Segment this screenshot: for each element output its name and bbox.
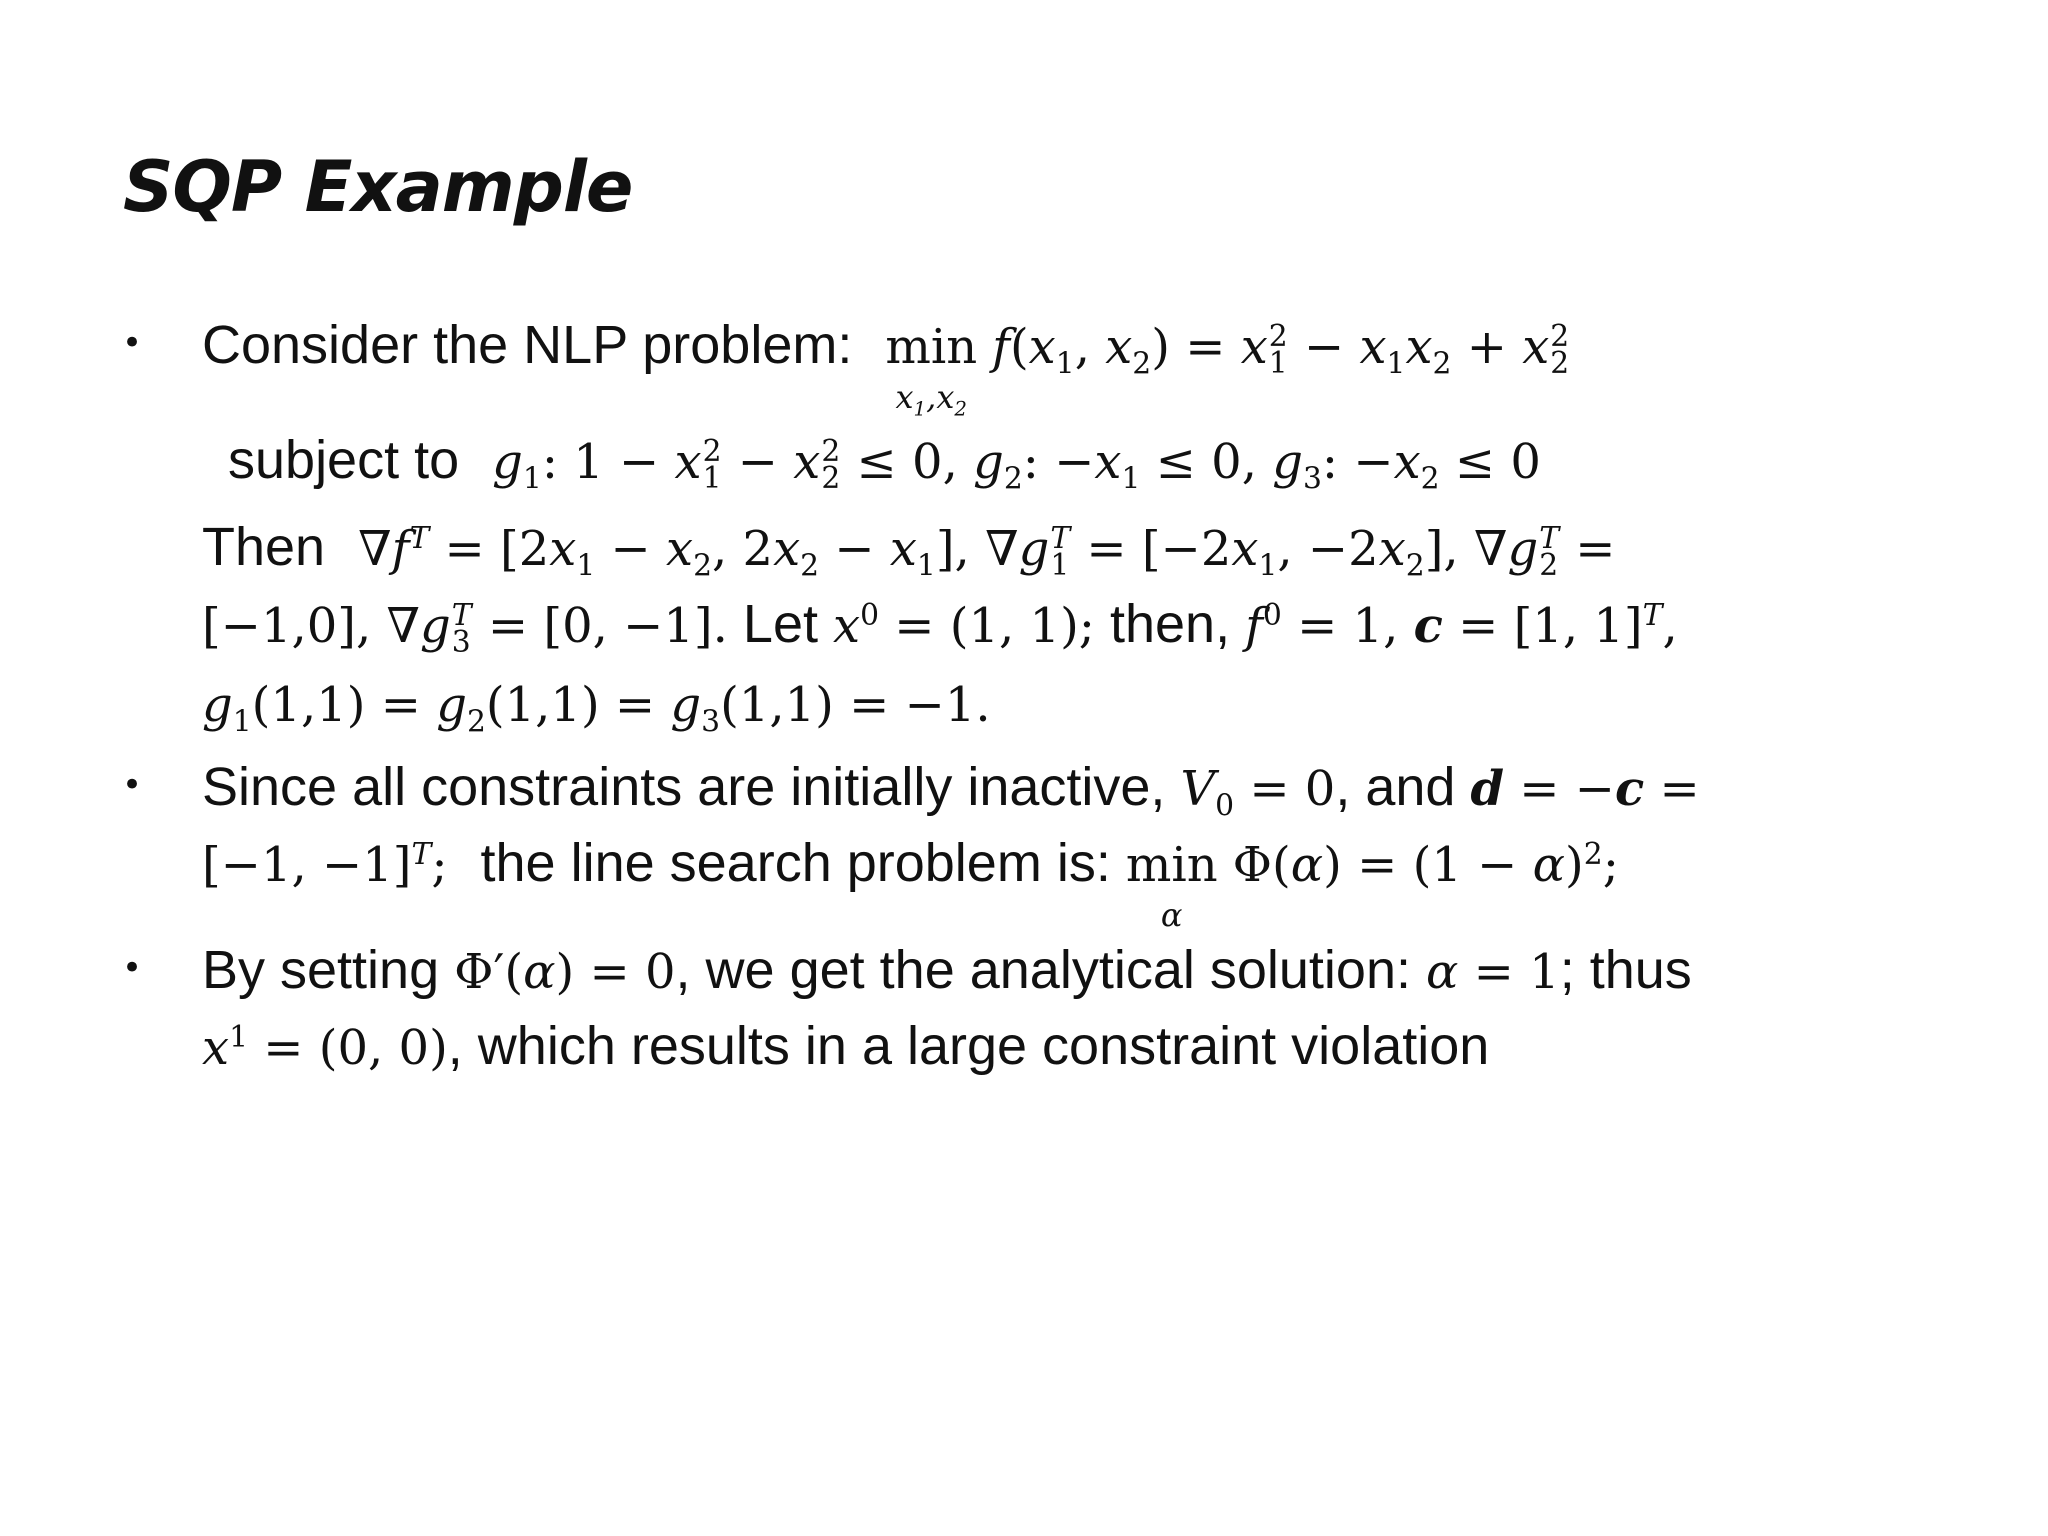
alpha-formula: α = 1: [1426, 944, 1560, 1000]
bullet-1-line-2: [228, 430, 1541, 497]
then-text: Then: [202, 517, 326, 577]
then-text-2: then,: [1109, 594, 1231, 654]
v0-formula: $V_0 = 0$: [1180, 761, 1336, 824]
gradient-values-formula: [−1,0], ∇g T 3 = [0, −1].: [202, 597, 728, 660]
bullet-2-line-2: [202, 833, 1619, 934]
direction-value-formula: [−1, −1]$^T$;: [202, 837, 448, 893]
next-point-formula: $x^1 = (0$, 0): [202, 1020, 448, 1076]
derivative-formula: Φ′(α) = 0: [454, 944, 676, 1000]
bullet-2-line-1: [202, 757, 1700, 824]
objective-formula: $f(x_1$, $x_2) = x$ 2 1 − $x_1x_2 + x$ 2 2: [992, 318, 1570, 382]
bullet-3-marker: •: [122, 948, 143, 988]
violation-text: , which results in a large constraint violation: [447, 1016, 1490, 1076]
line-search-formula: $\Phi(\alpha) = (1 - \alpha)^2$;: [1232, 837, 1619, 893]
start-point-formula: $x^0 = (1$, 1);: [833, 598, 1095, 654]
slide-title: SQP Example: [123, 146, 633, 228]
constraint-values-formula: $g_1(1,1) = g_2(1,1) = g_3(1,1) = -1$.: [202, 677, 991, 740]
direction-formula: d = −c =: [1470, 761, 1700, 817]
let-text: Let: [742, 594, 818, 654]
and-text: , and: [1335, 757, 1456, 817]
bullet-3-line-2: [202, 1016, 1490, 1076]
subject-to-text: subject to: [228, 430, 460, 490]
by-setting-text: By setting: [202, 940, 440, 1000]
bullet-1-line-1: [202, 315, 1570, 421]
bullet-2-marker: •: [122, 765, 143, 805]
constraints-formula: $g_1$: 1 − x 2 1 − x 2 2 ≤ 0, $g_2$: $-x_1 \le 0$, $g_3$: $-x_2 \le 0$: [492, 433, 1541, 497]
solution-text: , we get the analytical solution:: [675, 940, 1411, 1000]
line-search-text: the line search problem is:: [480, 833, 1111, 893]
gradients-formula: $\nabla f^T = [2x_1 - x_2$, $2x_2 - x_1$], ∇g T 1 = [$-2x_1$, $-2x_2$], ∇g T 2 =: [358, 520, 1616, 584]
intro-text: Consider the NLP problem:: [202, 315, 853, 375]
bullet-1-line-4: [202, 594, 1678, 660]
min-alpha-operator: min α: [1125, 837, 1218, 934]
bullet-3-line-1: [202, 940, 1692, 1000]
initial-values-formula: $f^0 = 1$, c = [1, 1]$^T$,: [1245, 598, 1678, 654]
bullet-1-line-5: [202, 676, 991, 740]
bullet-1-line-3: [202, 517, 1616, 584]
bullet-1-marker: •: [122, 323, 143, 363]
min-operator: min $x_1,x_2$: [885, 319, 978, 421]
inactive-text: Since all constraints are initially inactive,: [202, 757, 1166, 817]
thus-text: ; thus: [1559, 940, 1692, 1000]
